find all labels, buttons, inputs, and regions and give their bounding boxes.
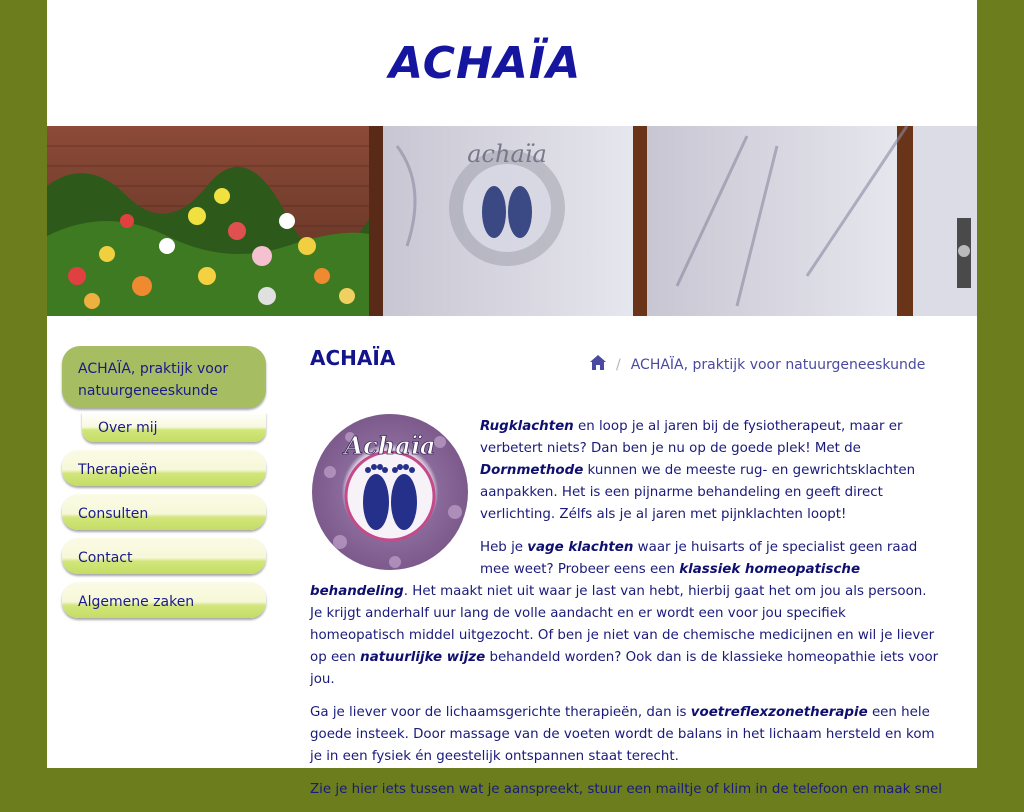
site-title[interactable]: ACHAÏA [389, 38, 582, 89]
page-title: ACHAÏA [310, 346, 396, 370]
body-text: . Het maakt niet uit waar je last van hebt, hierbij gaat het om jou als persoon. Je krijgt anderhalf uur lang de volle aandacht en er wordt een voor jou specifiek homeopatisch middel uitgezocht. Of ben je niet van de chemische medicijnen en wil je liever op een [310, 584, 935, 665]
banner-sign-text: achaïa [467, 140, 547, 168]
sidebar-item-algemene-zaken[interactable] [62, 582, 266, 618]
emphasis-text: voetreflexzonetherapie [690, 705, 868, 720]
emphasis-text: vage klachten [527, 540, 634, 555]
sidebar-item-label: Contact [78, 550, 133, 566]
logo-text: Achaïa [344, 431, 436, 460]
sidebar-item-consulten[interactable] [62, 494, 266, 530]
sidebar-item-label: Therapieën [78, 462, 158, 478]
emphasis-text: Rugklachten [480, 419, 574, 434]
sidebar-item-contact[interactable] [62, 538, 266, 574]
sidebar-item-label: ACHAÏA, praktijk voor natuurgeneeskunde [78, 361, 229, 399]
emphasis-text: natuurlijke wijze [360, 650, 486, 665]
article-body [310, 416, 942, 812]
sidebar-item-label: Over mij [98, 420, 158, 436]
body-text: waar je huisarts of je specialist geen raad mee weet? Probeer eens een [480, 540, 918, 577]
article-paragraph [310, 702, 942, 768]
banner-photo [47, 126, 977, 316]
sidebar-item-label: Algemene zaken [78, 594, 195, 610]
sidebar-item-home[interactable] [62, 346, 266, 408]
body-text: Heb je [480, 540, 528, 555]
body-text: een hele goede insteek. Door massage van de voeten wordt de balans in het lichaam hersteld en kom je in een fysiek én geestelijk ontspannen staat terecht. [310, 705, 935, 764]
sidebar-item-label: Consulten [78, 506, 149, 522]
breadcrumb [590, 355, 925, 374]
breadcrumb-current: ACHAÏA, praktijk voor natuurgeneeskunde [630, 356, 926, 373]
body-text: behandeld worden? Ook dan is de klassieke homeopathie iets voor jou. [310, 650, 939, 687]
sidebar-nav [62, 346, 266, 626]
body-text: Zie je hier iets tussen wat je aanspreekt, stuur een mailtje of klim in de telefoon en maak snel [310, 782, 943, 797]
emphasis-text: Dornmethode [480, 463, 584, 478]
body-text: Ga je liever voor de lichaamsgerichte therapieën, dan is [310, 705, 691, 720]
emphasis-text: klassiek homeopatische behandeling [310, 562, 861, 599]
article-paragraph [310, 779, 942, 801]
header-banner-image [47, 126, 977, 316]
breadcrumb-separator: / [616, 356, 621, 373]
page-container [47, 0, 977, 797]
home-icon[interactable] [590, 355, 606, 374]
sidebar-item-therapieen[interactable] [62, 450, 266, 486]
body-text: en loop je al jaren bij de fysiotherapeut, maar er verbetert niets? Dan ben je nu op de goede plek! Met de [480, 419, 903, 456]
body-text: kunnen we de meeste rug- en gewrichtsklachten aanpakken. Het is een pijnarme behandeling en geeft direct verlichting. Zélfs als je al jaren met pijnklachten loopt! [480, 463, 916, 522]
sidebar-item-over-mij[interactable] [82, 412, 266, 442]
